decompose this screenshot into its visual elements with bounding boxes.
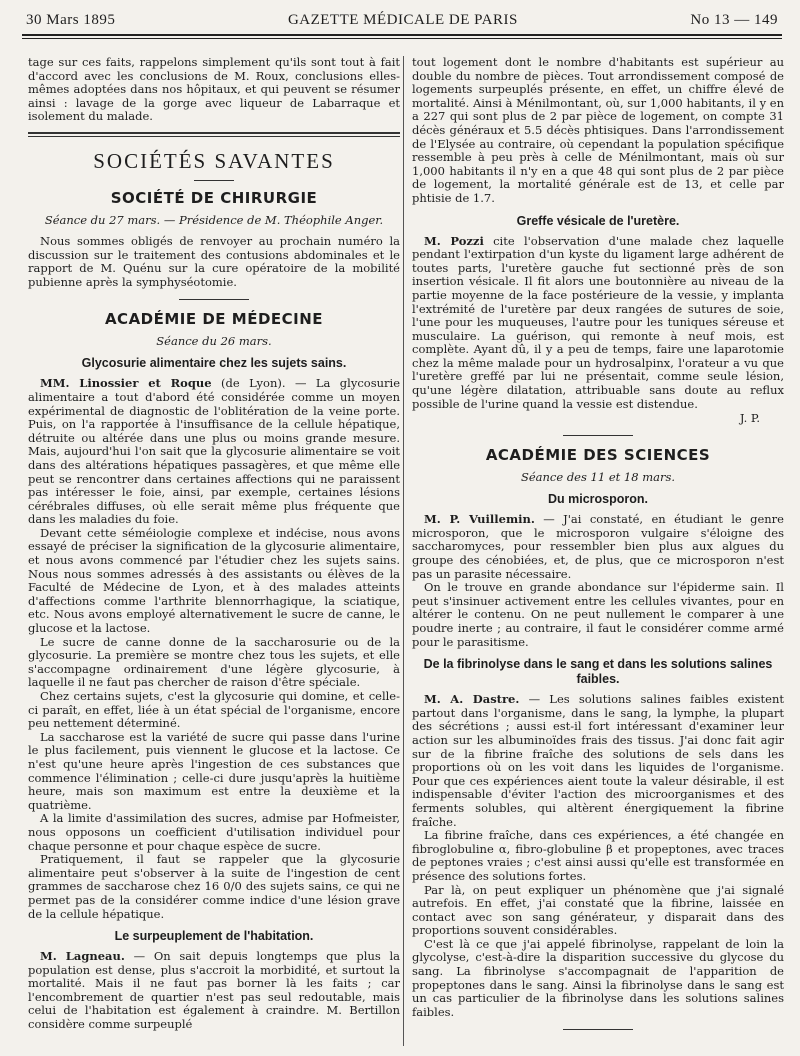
greffe-p1-text: cite l'observation d'une malade chez laquelle pendant l'extirpation d'un kyste du ligament large adhérent de toutes parts, l'uretère gauche fut sectionné près de son insertion vésicale. Il fit alors une boutonnière au niveau de la partie moyenne de la face postérieure de la vessie, y implanta l'extrémité de l'uretère par deux rangées de sutures de soie, l'une pour les muqueuses, l'autre pour les tuniques séreuse et musculaire. La guérison, qui remonte à neuf mois, est complète. Ayant dû, il y a peu de temps, faire une laparotomie chez la même malade pour un hydrosalpinx, l'orateur a vu que l'uretère greffé par lui ne présentait, comme seule lésion, qu'une légère dilatation, attribuable sans doute au reflux possible de l'urine quand la vessie est distendue. xyxy=(412,233,784,411)
running-header xyxy=(22,12,782,29)
header-rule xyxy=(22,34,782,36)
header-date: 30 Mars 1895 xyxy=(26,12,116,28)
section-rule-thin xyxy=(28,136,400,137)
title-rule xyxy=(194,180,234,181)
academie-sciences-title: ACADÉMIE DES SCIENCES xyxy=(485,446,711,465)
glycosurie-paragraph-6: A la limite d'assimilation des sucres, admise par Hofmeister, nous opposons un coefficient d'utilisation individuel pour chaque personne et pour chaque espèce de sucre. xyxy=(28,811,400,853)
chirurgie-paragraph: Nous sommes obligés de renvoyer au prochain numéro la discussion sur le traitement des contusions abdominales et le rapport de M. Quénu sur la cure opératoire de la mobilité pubienne après la symphyséotomie. xyxy=(28,233,400,289)
greffe-title: Greffe vésicale de l'uretère. xyxy=(516,213,680,228)
microsporon-p1-text: — J'ai constaté, en étudiant le genre microsporon, que le microsporon vulgaire s'éloigne des saccharomyces, pour ressembler bien plus aux algues du groupe des cénobiées, et, de plus, que ce microsporon n'est pas un parasite nécessaire. xyxy=(412,512,784,581)
academie-sciences-seance: Séance des 11 et 18 mars. xyxy=(520,470,676,485)
header-journal: GAZETTE MÉDICALE DE PARIS xyxy=(287,12,518,28)
header-rule-thin xyxy=(22,38,782,39)
chirurgie-seance: Séance du 27 mars. — Présidence de M. Théophile Anger. xyxy=(44,212,384,227)
microsporon-title: Du microsporon. xyxy=(547,492,648,507)
intro-paragraph: tage sur ces faits, rappelons simplement qu'ils sont tout à fait d'accord avec les conclusions de M. Roux, conclusions elles-mêmes adoptées dans nos hôpitaux, et qui peuvent se résumer ainsi : lavage de la gorge avec liqueur de Labarraque et isolement du malade. xyxy=(28,56,400,124)
glycosurie-paragraph-7: Pratiquement, il faut se rappeler que la glycosurie alimentaire peut s'observer à la suite de l'ingestion de cent grammes de saccharose chez 16 0/0 des sujets sains, ce qui ne permet pas de la considérer comme indice d'une lésion grave de la cellule hépatique. xyxy=(28,852,400,921)
glycosurie-paragraph-1 xyxy=(28,377,400,527)
fibrinolyse-paragraph-3: Par là, on peut expliquer un phénomène que j'ai signalé autrefois. En effet, j'ai constaté que la fibrine, laissée en contact avec son sang générateur, y disparait dans des proportions souvent considérables. xyxy=(412,882,784,938)
surpeuplement-p1-text: — On sait depuis longtemps que plus la population est dense, plus s'accroit la morbidité, et surtout la mortalité. Mais il ne faut pas borner là les faits ; car l'encombrement de quartier n'est pas seul redoutable, mais celui de l'habitation est également à craindre. M. Bertillon considère comme surpeuplé xyxy=(28,949,400,1032)
left-column xyxy=(28,56,400,1046)
microsporon-paragraph-2: On le trouve en grande abondance sur l'épiderme sain. Il peut s'insinuer activement entre les cellules vivantes, pour en altérer le contenu. On ne peut nullement le comparer à une poudre inerte ; au contraire, il faut le considérer comme armé pour le parasitisme. xyxy=(412,580,784,649)
greffe-author: M. Pozzi xyxy=(424,233,484,248)
separator-rule xyxy=(179,299,249,300)
fibrinolyse-p1-text: — Les solutions salines faibles existent partout dans l'organisme, dans le sang, la lymphe, la plupart des sécrétions ; aussi est-il fort intéressant d'examiner leur action sur les albuminoïdes frais des tissus. J'ai donc fait agir sur de la fibrine fraîche des solutions de sels dans les proportions où on les voit dans les liquides de l'organisme. Pour que ces expériences aient toute la valeur désirable, il est indispensable d'éviter l'action des microorganismes et des ferments solubles, qui altèrent énergiquement la fibrine fraîche. xyxy=(412,692,784,829)
microsporon-author: M. P. Vuillemin. xyxy=(424,512,535,527)
header-issue-page: No 13 — 149 xyxy=(690,12,778,28)
chirurgie-title: SOCIÉTÉ DE CHIRURGIE xyxy=(110,188,318,207)
surpeuplement-author: M. Lagneau. xyxy=(40,949,125,964)
right-column xyxy=(412,56,784,1046)
surpeuplement-paragraph xyxy=(28,950,400,1032)
surpeuplement-continuation: tout logement dont le nombre d'habitants est supérieur au double du nombre de pièces. Tout arrondissement composé de logements surpeuplés présente, en effet, un chiffre élevé de mortalité. Ainsi à Ménilmontant, où, sur 1,000 habitants, il y en a 227 qui sont plus de 2 par pièce de logement, on compte 31 décès généraux et 5.5 décès phtisiques. Dans l'arrondissement de l'Elysée au contraire, où cependant la population spécifique ressemble à peu près à celle de Ménilmontant, mais où sur 1,000 habitants il n'y en a que 48 qui sont plus de 2 par pièce de logement, la mortalité générale est de 13, et celle par phtisie de 1.7. xyxy=(412,56,784,205)
fibrinolyse-title: De la fibrinolyse dans le sang et dans les solutions salines faibles. xyxy=(423,657,773,687)
academie-medecine-seance: Séance du 26 mars. xyxy=(156,334,272,349)
column-divider xyxy=(403,56,404,1046)
page xyxy=(22,12,782,1048)
glycosurie-paragraph-4: Chez certains sujets, c'est la glycosurie qui domine, et celle-ci paraît, en effet, liée à un état spécial de l'organisme, encore peu nettement déterminé. xyxy=(28,689,400,731)
glycosurie-paragraph-2: Devant cette séméiologie complexe et indécise, nous avons essayé de préciser la signification de la glycosurie alimentaire, et nous avons commencé par l'étudier chez les sujets sains. Nous nous sommes adressés à des assistants ou élèves de la Faculté de Médecine de Lyon, et à des malades atteints d'affections comme l'arthrite blennorrhagique, la sciatique, etc. Nous avons employé alternativement le sucre de canne, le glucose et la lactose. xyxy=(28,525,400,636)
glycosurie-authors: MM. Linossier et Roque xyxy=(40,376,212,391)
section-title: SOCIÉTÉS SAVANTES xyxy=(93,148,335,173)
fibrinolyse-paragraph-2: La fibrine fraîche, dans ces expériences, a été changée en fibroglobuline α, fibro-globuline β et propeptones, avec traces de peptones vraies ; c'est ainsi aussi qu'elle est transformée en présence des solutions fortes. xyxy=(412,828,784,883)
glycosurie-title: Glycosurie alimentaire chez les sujets sains. xyxy=(81,356,347,371)
section-rule xyxy=(28,132,400,134)
end-rule xyxy=(563,1029,633,1030)
greffe-paragraph xyxy=(412,235,784,412)
academie-medecine-title: ACADÉMIE DE MÉDECINE xyxy=(104,310,324,329)
separator-rule-right xyxy=(563,435,633,436)
fibrinolyse-author: M. A. Dastre. xyxy=(424,692,520,707)
columns xyxy=(22,56,782,1048)
signature: J. P. xyxy=(739,411,760,426)
microsporon-paragraph-1 xyxy=(412,513,784,581)
fibrinolyse-paragraph-1 xyxy=(412,693,784,829)
fibrinolyse-paragraph-4: C'est là ce que j'ai appelé fibrinolyse, rappelant de loin la glycolyse, c'est-à-dire la disparition successive du glycose du sang. La fibrinolyse s'accompagnait de l'apparition de propeptones dans le sang. Ainsi la fibrinolyse dans le sang est un cas particulier de la fibrinolyse dans les solutions salines faibles. xyxy=(412,936,784,1019)
glycosurie-paragraph-3: Le sucre de canne donne de la saccharosurie ou de la glycosurie. La première se montre chez tous les sujets, et elle s'accompagne ordinairement d'une légère glycosurie, à laquelle il ne faut pas chercher de raison d'être spéciale. xyxy=(28,634,400,690)
glycosurie-p1-text: (de Lyon). — La glycosurie alimentaire a tout d'abord été considérée comme un moyen expérimental de diagnostic de l'oblitération de la veine porte. Puis, on l'a rapportée à l'insuffisance de la cellule hépatique, détruite ou altérée dans une plus ou moins grande mesure. Mais, aujourd'hui l'on sait que la glycosurie alimentaire se voit dans des altérations hépatiques passagères, et que même elle peut se rencontrer dans certaines affections qui ne paraissent pas intéresser le foie, ainsi, par exemple, certaines lésions cérébrales diffuses, où elle serait même plus fréquente que dans les maladies du foie. xyxy=(28,376,400,527)
glycosurie-paragraph-5: La saccharose est la variété de sucre qui passe dans l'urine le plus facilement, puis viennent le glucose et la lactose. Ce n'est qu'une heure après l'ingestion de ces substances que commence l'élimination ; celle-ci dure jusqu'après la huitième heure, mais son maximum est entre la deuxième et la quatrième. xyxy=(28,729,400,812)
surpeuplement-title: Le surpeuplement de l'habitation. xyxy=(114,929,314,944)
